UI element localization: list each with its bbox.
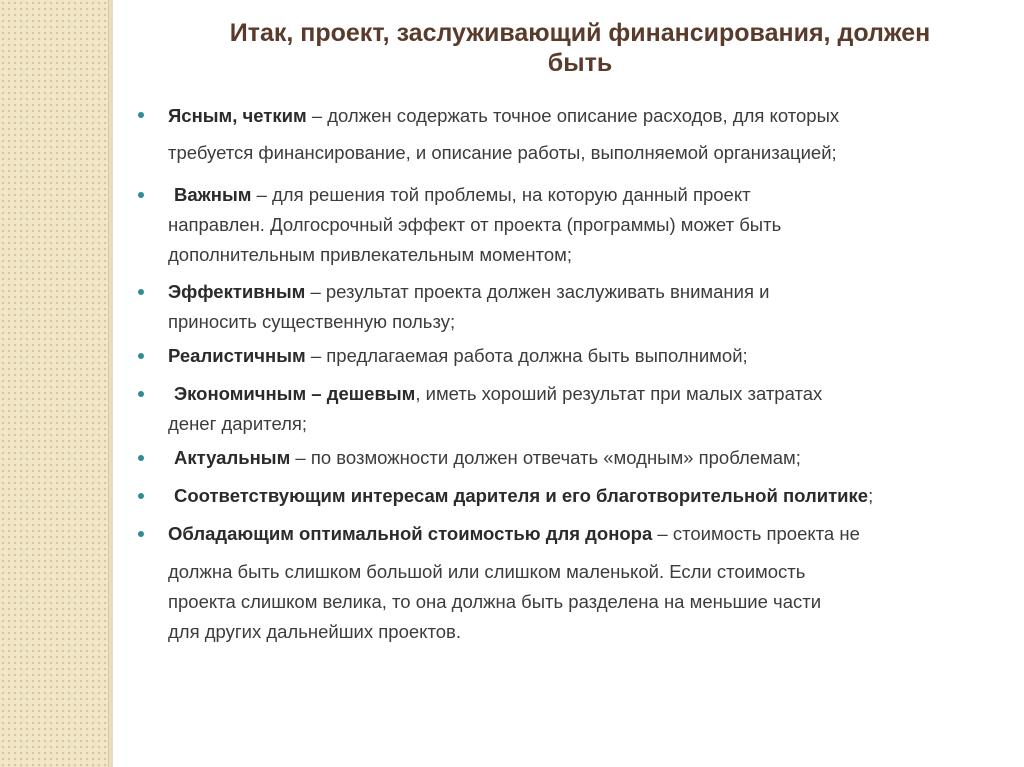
list-item — [138, 379, 998, 443]
item-bold-text: Соответствующим интересам дарителя и его благотворительной политике — [174, 485, 869, 506]
bullet-icon — [138, 493, 144, 499]
bullet-icon — [138, 531, 144, 537]
bullet-icon — [138, 192, 144, 198]
item-bold-text: Реалистичным — [168, 345, 306, 366]
item-text: дополнительным привлекательным моментом; — [168, 244, 572, 265]
bullet-icon — [138, 353, 144, 359]
item-text: должна быть слишком большой или слишком маленькой. Если стоимость — [168, 561, 806, 582]
list-item — [138, 443, 998, 481]
item-bold-text: Экономичным – дешевым — [174, 383, 416, 404]
criteria-list — [138, 102, 998, 647]
item-bold-text: Актуальным — [174, 447, 291, 468]
item-text: – стоимость проекта не — [652, 523, 860, 544]
item-text: для других дальнейших проектов. — [168, 621, 461, 642]
slide-title-line-1: Итак, проект, заслуживающий финансирования, должен — [229, 19, 931, 47]
item-bold-text: Обладающим оптимальной стоимостью для донора — [168, 523, 653, 544]
item-text: – по возможности должен отвечать «модным» проблемам; — [290, 447, 801, 468]
item-bold-text: Важным — [174, 184, 252, 205]
list-item — [138, 180, 998, 277]
list-item — [138, 481, 998, 519]
side-strip-border — [108, 0, 113, 767]
item-text: направлен. Долгосрочный эффект от проекта (программы) может быть — [168, 214, 782, 235]
item-text: требуется финансирование, и описание работы, выполняемой организацией; — [168, 142, 837, 163]
item-text: – результат проекта должен заслуживать внимания и — [305, 281, 770, 302]
list-item — [138, 102, 998, 180]
item-text: – должен содержать точное описание расходов, для которых — [306, 105, 840, 126]
list-item — [138, 519, 998, 647]
item-text: , иметь хороший результат при малых затратах — [415, 383, 823, 404]
slide-title-line-2: быть — [547, 49, 613, 77]
item-text: – для решения той проблемы, на которую данный проект — [251, 184, 751, 205]
list-item — [138, 341, 998, 379]
slide-title — [180, 18, 980, 78]
item-text: ; — [868, 485, 874, 506]
item-text: проекта слишком велика, то она должна быть разделена на меньшие части — [168, 591, 822, 612]
decorative-side-strip — [0, 0, 108, 767]
item-bold-text: Ясным, четким — [168, 105, 307, 126]
bullet-icon — [138, 391, 144, 397]
item-text: денег дарителя; — [168, 413, 308, 434]
item-text: приносить существенную пользу; — [168, 311, 456, 332]
bullet-icon — [138, 289, 144, 295]
bullet-icon — [138, 455, 144, 461]
item-bold-text: Эффективным — [168, 281, 306, 302]
item-text: – предлагаемая работа должна быть выполнимой; — [305, 345, 748, 366]
bullet-icon — [138, 112, 144, 118]
list-item — [138, 277, 998, 341]
